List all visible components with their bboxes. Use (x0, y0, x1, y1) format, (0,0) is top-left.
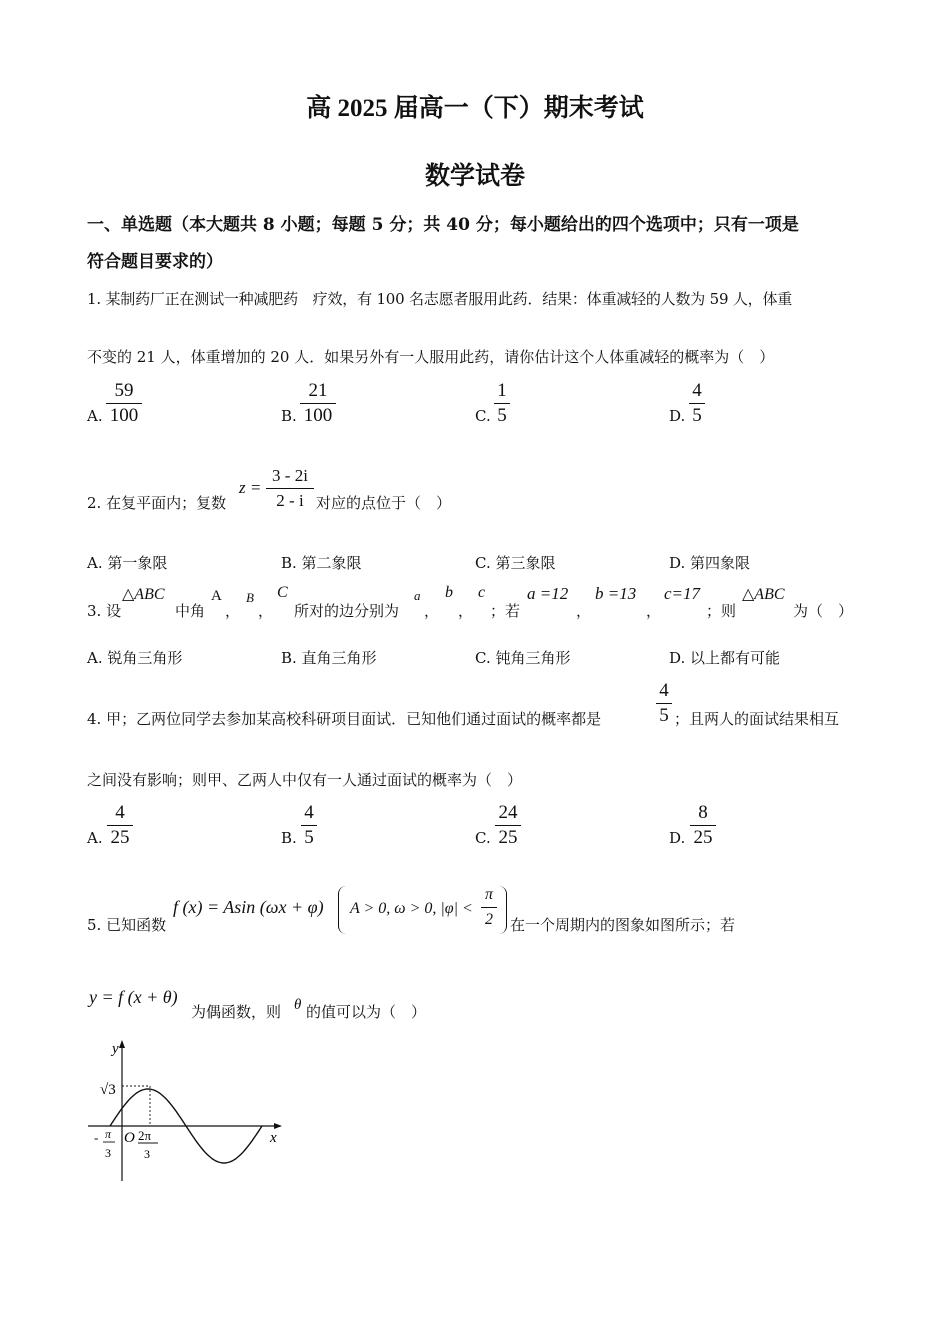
question-2-suffix: 对应的点位于（ ） (316, 494, 452, 512)
numerator: π (484, 886, 493, 903)
denominator: 25 (110, 827, 130, 848)
question-3-p4: ；若 (490, 602, 521, 620)
numerator: 24 (498, 802, 518, 823)
exam-subtitle: 数学试卷 (424, 163, 525, 190)
q5-left-paren (338, 886, 347, 934)
fraction-bar (495, 825, 521, 826)
q3-comma-3: ， (424, 602, 440, 620)
fraction-bar (106, 403, 142, 404)
q3-side-c: c (478, 584, 486, 601)
numerator: 21 (308, 380, 328, 401)
denominator: 5 (659, 705, 669, 726)
neg-pi-label: π (105, 1127, 112, 1141)
q3-option-a: A. 锐角三角形 (87, 649, 183, 667)
q5-pi-over-2 (481, 884, 497, 931)
q4-option-d-label: D. (669, 829, 686, 847)
question-4-line2: 之间没有影响；则甲、乙两人中仅有一人通过面试的概率为（ ） (87, 771, 523, 789)
q3-equation-b: b =13 (595, 584, 637, 603)
q4-option-a-fraction (107, 802, 133, 849)
numerator: 59 (114, 380, 134, 401)
q5-right-paren (498, 886, 507, 934)
q1-option-a-label: A. (87, 407, 103, 425)
origin-label: O (124, 1130, 135, 1146)
fraction-bar (301, 825, 317, 826)
q1-option-c-fraction (494, 380, 510, 427)
sqrt3-label: √3 (100, 1082, 116, 1098)
q3-option-c: C. 钝角三角形 (475, 649, 571, 667)
denominator: 2 - i (276, 491, 304, 510)
q3-comma-1: ， (225, 602, 241, 620)
question-5-line2-a: 为偶函数，则 (191, 1003, 282, 1021)
question-3-p5: ；则 (706, 602, 737, 620)
q3-side-b: b (445, 584, 453, 601)
numerator: 1 (497, 380, 507, 401)
question-3-p3: 所对的边分别为 (294, 602, 400, 620)
fraction-bar (107, 825, 133, 826)
denominator: 2 (485, 911, 493, 928)
q3-comma-5: ， (576, 602, 592, 620)
fraction-bar (494, 403, 510, 404)
q1-option-a-fraction (106, 380, 142, 427)
q4-option-a-label: A. (87, 829, 103, 847)
section-heading-line1: 一、单选题（本大题共 8 小题；每题 5 分；共 40 分；每小题给出的四个选项中；只有一项是 (87, 215, 799, 235)
question-5-line2-b: 的值可以为（ ） (306, 1003, 427, 1021)
denominator: 5 (692, 405, 702, 426)
q3-equation-a: a =12 (527, 584, 569, 603)
q3-comma-2: ， (258, 602, 274, 620)
q3-equation-c: c=17 (664, 584, 701, 603)
q3-side-a: a (414, 588, 421, 603)
question-5-suffix: 在一个周期内的图象如图所示；若 (510, 916, 736, 934)
q3-option-b: B. 直角三角形 (281, 649, 377, 667)
numerator: 4 (659, 680, 669, 701)
denominator: 100 (109, 405, 139, 426)
q4-probability-fraction (656, 680, 672, 727)
numerator: 8 (698, 802, 708, 823)
q4-option-b-label: B. (281, 829, 297, 847)
two-pi-label: 2π (138, 1128, 152, 1143)
q3-triangle-abc-2: △ABC (742, 586, 785, 603)
question-2-prefix: 2. 在复平面内；复数 (87, 494, 227, 512)
q2-option-d: D. 第四象限 (669, 554, 751, 572)
q3-comma-6: ， (646, 602, 662, 620)
x-axis-label: x (270, 1130, 277, 1146)
y-axis-label: y (112, 1041, 119, 1057)
q2-fraction (266, 465, 314, 512)
fraction-bar (656, 703, 672, 704)
denominator: 5 (497, 405, 507, 426)
neg-sign: - (94, 1130, 99, 1145)
section-heading-line2: 符合题目要求的） (87, 252, 223, 272)
question-1-line1: 1. 某制药厂正在测试一种减肥药 疗效，有 100 名志愿者服用此药．结果：体重减轻的人数为 59 人，体重 (87, 290, 793, 308)
numerator: 4 (115, 802, 125, 823)
question-4-line1: 4. 甲；乙两位同学去参加某高校科研项目面试．已知他们通过面试的概率都是 (87, 710, 602, 728)
q5-even-function: y = f (x + θ) (89, 987, 178, 1007)
q4-option-c-label: C. (475, 829, 491, 847)
numerator: 3 - 2i (272, 466, 308, 485)
sine-graph (88, 1036, 288, 1186)
q1-option-b-fraction (300, 380, 336, 427)
q3-comma-4: ， (458, 602, 474, 620)
fraction-bar (689, 403, 705, 404)
q3-option-d: D. 以上都有可能 (669, 649, 781, 667)
numerator: 4 (304, 802, 314, 823)
x-axis-arrow (274, 1123, 282, 1129)
numerator: 4 (692, 380, 702, 401)
q3-triangle-abc: △ABC (122, 586, 165, 603)
q4-option-c-fraction (495, 802, 521, 849)
q1-option-b-label: B. (281, 407, 297, 425)
fraction-bar (690, 825, 716, 826)
question-5-prefix: 5. 已知函数 (87, 916, 167, 934)
q3-angle-b: B (246, 590, 254, 605)
q2-variable-z: z = (239, 478, 262, 497)
q3-angle-a: A (211, 588, 222, 604)
q5-theta: θ (294, 997, 302, 1013)
two-pi-den: 3 (144, 1147, 150, 1161)
q5-condition: A > 0, ω > 0, |φ| < (350, 900, 473, 917)
q3-angle-c: C (277, 584, 288, 601)
denominator: 100 (303, 405, 333, 426)
q2-option-c: C. 第三象限 (475, 554, 556, 572)
question-3-p2: 中角 (175, 602, 206, 620)
denominator: 5 (304, 827, 314, 848)
q2-option-b: B. 第二象限 (281, 554, 362, 572)
fraction-bar (481, 907, 497, 908)
q1-option-d-fraction (689, 380, 705, 427)
question-3-p1: 3. 设 (87, 602, 122, 620)
y-axis-arrow (119, 1040, 125, 1048)
question-1-line2: 不变的 21 人，体重增加的 20 人．如果另外有一人服用此药，请你估计这个人体重减轻的概率为（ ） (87, 348, 775, 366)
neg-pi-den: 3 (105, 1146, 111, 1160)
q5-function: f (x) = Asin (ωx + φ) (173, 897, 324, 917)
q2-option-a: A. 第一象限 (87, 554, 168, 572)
denominator: 25 (498, 827, 518, 848)
question-4-line1-end: ；且两人的面试结果相互 (674, 710, 840, 728)
denominator: 25 (693, 827, 713, 848)
fraction-bar (300, 403, 336, 404)
question-3-p6: 为（ ） (793, 602, 854, 620)
q4-option-b-fraction (301, 802, 317, 849)
q4-option-d-fraction (690, 802, 716, 849)
q1-option-c-label: C. (475, 407, 491, 425)
q1-option-d-label: D. (669, 407, 686, 425)
fraction-bar (266, 488, 314, 489)
exam-title: 高 2025 届高一（下）期末考试 (306, 95, 644, 122)
